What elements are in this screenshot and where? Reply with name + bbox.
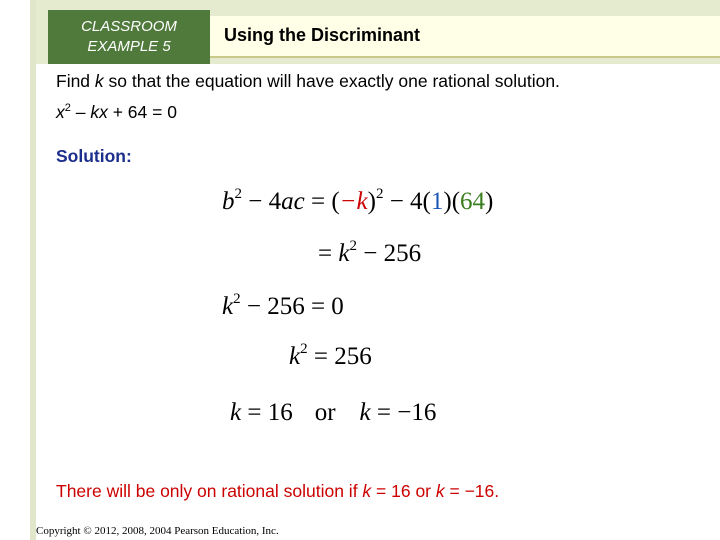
s5-k2: k	[359, 399, 371, 426]
step-5-solutions	[230, 399, 436, 427]
problem-text-b: so that the equation will have exactly one rational solution.	[103, 71, 560, 91]
eq-exponent: 2	[64, 102, 71, 115]
problem-statement	[56, 71, 560, 92]
copyright-notice: Copyright © 2012, 2008, 2004 Pearson Education, Inc.	[36, 525, 279, 537]
s2-eq: =	[318, 240, 339, 267]
problem-equation	[56, 102, 177, 123]
s1-eq: = (	[304, 188, 340, 215]
s1-minus4: − 4	[242, 188, 282, 215]
s1-64: 64	[460, 188, 486, 215]
title-box	[210, 16, 720, 58]
s2-k: k	[338, 240, 350, 267]
left-stripe	[30, 0, 36, 540]
badge-line-1: CLASSROOM	[81, 18, 177, 35]
classroom-example-badge	[48, 10, 210, 64]
s4-exp: 2	[300, 341, 308, 357]
s2-rest: − 256	[356, 240, 422, 267]
s3-k: k	[222, 293, 234, 320]
s3-rest: − 256 = 0	[240, 293, 344, 320]
s1-minus4-open: − 4(	[383, 188, 431, 215]
s1-exp: 2	[234, 186, 242, 202]
conclusion-k2: k	[435, 481, 445, 501]
s4-k: k	[289, 343, 301, 370]
problem-var-k: k	[94, 71, 104, 91]
step-4	[289, 343, 372, 371]
step-1-discriminant	[222, 188, 493, 216]
s1-exp2: 2	[375, 186, 384, 202]
conclusion-a: There will be only on rational solution if	[56, 481, 363, 501]
s1-one: 1	[430, 188, 444, 215]
s1-mid: )(	[443, 188, 461, 215]
s2-exp: 2	[349, 238, 357, 254]
badge-line-2: EXAMPLE 5	[87, 38, 171, 55]
s1-close: )	[367, 188, 376, 215]
slide-title: Using the Discriminant	[224, 25, 421, 45]
s3-exp: 2	[233, 291, 241, 307]
s5-k1: k	[230, 399, 242, 426]
s5-v2: = −16	[370, 399, 437, 426]
s1-ac: ac	[281, 188, 305, 215]
eq-kx: kx	[90, 102, 108, 122]
eq-x: x	[56, 102, 65, 122]
eq-minus: –	[70, 102, 91, 122]
step-3	[222, 293, 344, 321]
s1-neg-k: −k	[339, 188, 368, 215]
s4-rest: = 256	[307, 343, 372, 370]
conclusion-c: = −16.	[444, 481, 500, 501]
s1-end: )	[485, 188, 494, 215]
step-2	[318, 240, 421, 268]
solution-label: Solution:	[56, 146, 132, 166]
conclusion-k1: k	[362, 481, 372, 501]
s1-b: b	[222, 188, 235, 215]
s5-or: or	[314, 399, 336, 426]
conclusion-text	[56, 481, 499, 502]
conclusion-b: = 16 or	[371, 481, 436, 501]
left-margin-bar	[0, 0, 36, 540]
eq-rest: + 64 = 0	[107, 102, 177, 122]
problem-text-a: Find	[56, 71, 95, 91]
s5-v1: = 16	[241, 399, 293, 426]
